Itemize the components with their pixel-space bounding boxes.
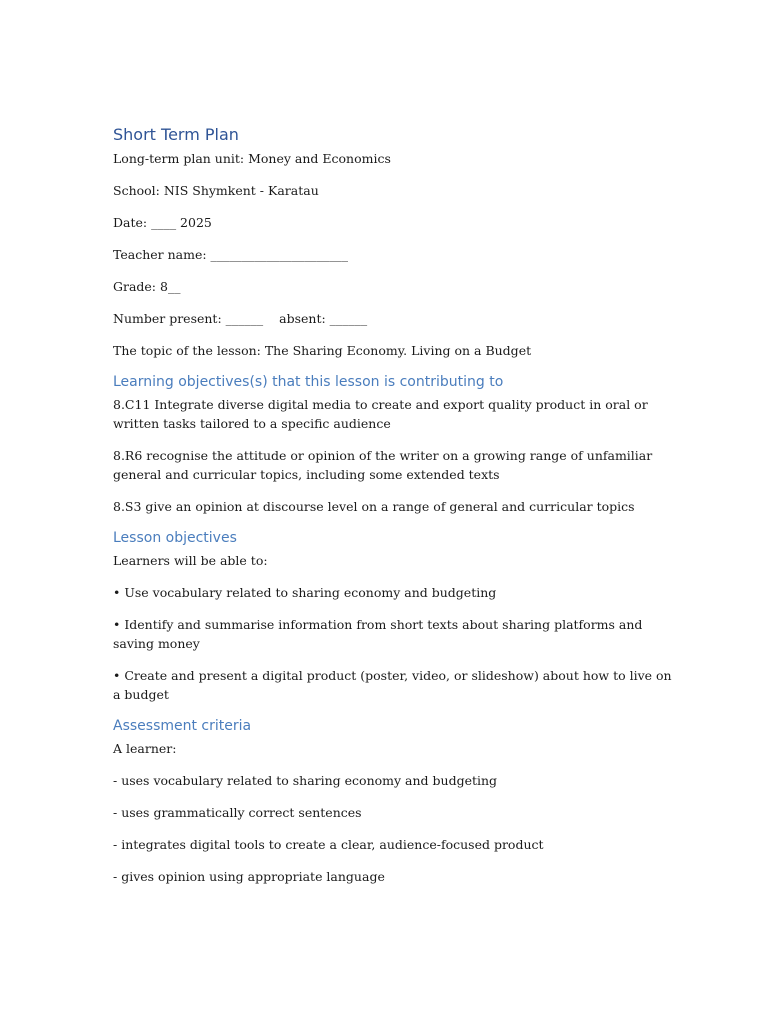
assessment-criteria-heading: Assessment criteria <box>113 718 252 734</box>
learning-objectives-heading: Learning objectives(s) that this lesson is contributing to <box>113 374 504 390</box>
lesson-objective-item: • Use vocabulary related to sharing economy and budgeting <box>113 585 497 600</box>
assessment-item: - gives opinion using appropriate language <box>113 869 385 884</box>
learning-objective-item: 8.C11 Integrate diverse digital media to create and export quality product in oral or written tasks tailored to a specific audience <box>113 397 648 431</box>
lesson-objective-item: • Create and present a digital product (poster, video, or slideshow) about how to live on a budget <box>113 668 672 702</box>
date-line: Date: ____ 2025 <box>113 215 212 230</box>
assessment-item: - integrates digital tools to create a clear, audience-focused product <box>113 837 544 852</box>
assessment-intro: A learner: <box>113 741 177 756</box>
present-field: Number present: ______ <box>113 311 264 326</box>
document-page <box>113 124 673 899</box>
learning-objective-item: 8.S3 give an opinion at discourse level on a range of general and curricular topics <box>113 499 635 514</box>
assessment-item: - uses grammatically correct sentences <box>113 805 362 820</box>
assessment-item: - uses vocabulary related to sharing economy and budgeting <box>113 773 498 788</box>
grade-line: Grade: 8__ <box>113 279 181 294</box>
topic-line: The topic of the lesson: The Sharing Economy. Living on a Budget <box>113 343 532 358</box>
school-line: School: NIS Shymkent - Karatau <box>113 183 319 198</box>
document-title: Short Term Plan <box>113 125 239 144</box>
unit-line: Long-term plan unit: Money and Economics <box>113 151 391 166</box>
lesson-objectives-intro: Learners will be able to: <box>113 553 268 568</box>
absent-field: absent: ______ <box>279 311 368 326</box>
attendance-line <box>113 309 673 328</box>
lesson-objectives-heading: Lesson objectives <box>113 530 237 546</box>
teacher-line: Teacher name: ______________________ <box>113 247 349 262</box>
learning-objective-item: 8.R6 recognise the attitude or opinion of the writer on a growing range of unfamiliar general and curricular topics, including some extended texts <box>113 448 653 482</box>
lesson-objective-item: • Identify and summarise information from short texts about sharing platforms and saving money <box>113 617 643 651</box>
